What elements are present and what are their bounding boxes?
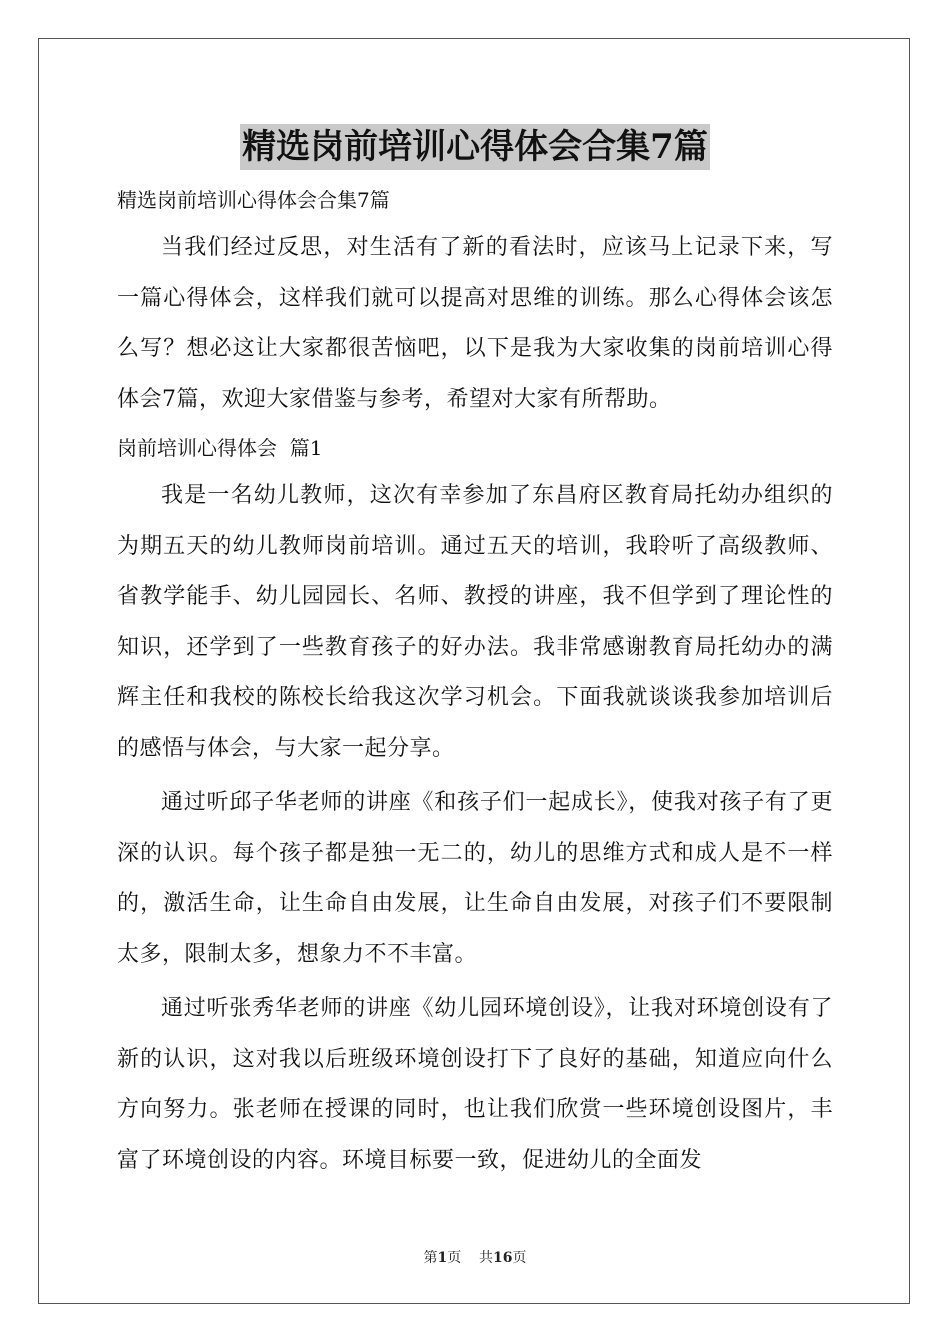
- intro-paragraph: 当我们经过反思，对生活有了新的看法时，应该马上记录下来，写一篇心得体会，这样我们就可以提高对思维的训练。那么心得体会该怎么写？想必这让大家都很苦恼吧，以下是我为大家收集的岗前培训心得体会7篇，欢迎大家借鉴与参考，希望对大家有所帮助。: [117, 235, 833, 412]
- body-paragraph: 我是一名幼儿教师，这次有幸参加了东昌府区教育局托幼办组织的为期五天的幼儿教师岗前培训。通过五天的培训，我聆听了高级教师、省教学能手、幼儿园园长、名师、教授的讲座，我不但学到了理论性的知识，还学到了一些教育孩子的好办法。我非常感谢教育局托幼办的满辉主任和我校的陈校长给我这次学习机会。下面我就谈谈我参加培训后的感悟与体会，与大家一起分享。: [117, 483, 833, 761]
- body-paragraph: 通过听张秀华老师的讲座《幼儿园环境创设》，让我对环境创设有了新的认识，这对我以后班级环境创设打下了良好的基础，知道应向什么方向努力。张老师在授课的同时，也让我们欣赏一些环境创设图片，丰富了环境创设的内容。环境目标要一致，促进幼儿的全面发: [117, 996, 833, 1173]
- document-body: [117, 177, 833, 1186]
- page-footer: [0, 1247, 950, 1267]
- total-suffix: 页: [512, 1250, 527, 1266]
- body-paragraph: 通过听邱子华老师的讲座《和孩子们一起成长》，使我对孩子有了更深的认识。每个孩子都是独一无二的，幼儿的思维方式和成人是不一样的，激活生命，让生命自由发展，让生命自由发展，对孩子们不要限制太多，限制太多，想象力不不丰富。: [117, 790, 833, 967]
- page-current: 1: [437, 1250, 448, 1266]
- document-subtitle: 精选岗前培训心得体会合集7篇: [117, 188, 390, 212]
- total-prefix: 共: [479, 1250, 494, 1266]
- document-title: 精选岗前培训心得体会合集7篇: [240, 124, 710, 170]
- page-total: 16: [493, 1250, 513, 1266]
- section-heading: 岗前培训心得体会 篇1: [117, 436, 323, 460]
- page-suffix: 页: [447, 1250, 462, 1266]
- page-prefix: 第: [423, 1250, 438, 1266]
- title-area: [0, 124, 950, 170]
